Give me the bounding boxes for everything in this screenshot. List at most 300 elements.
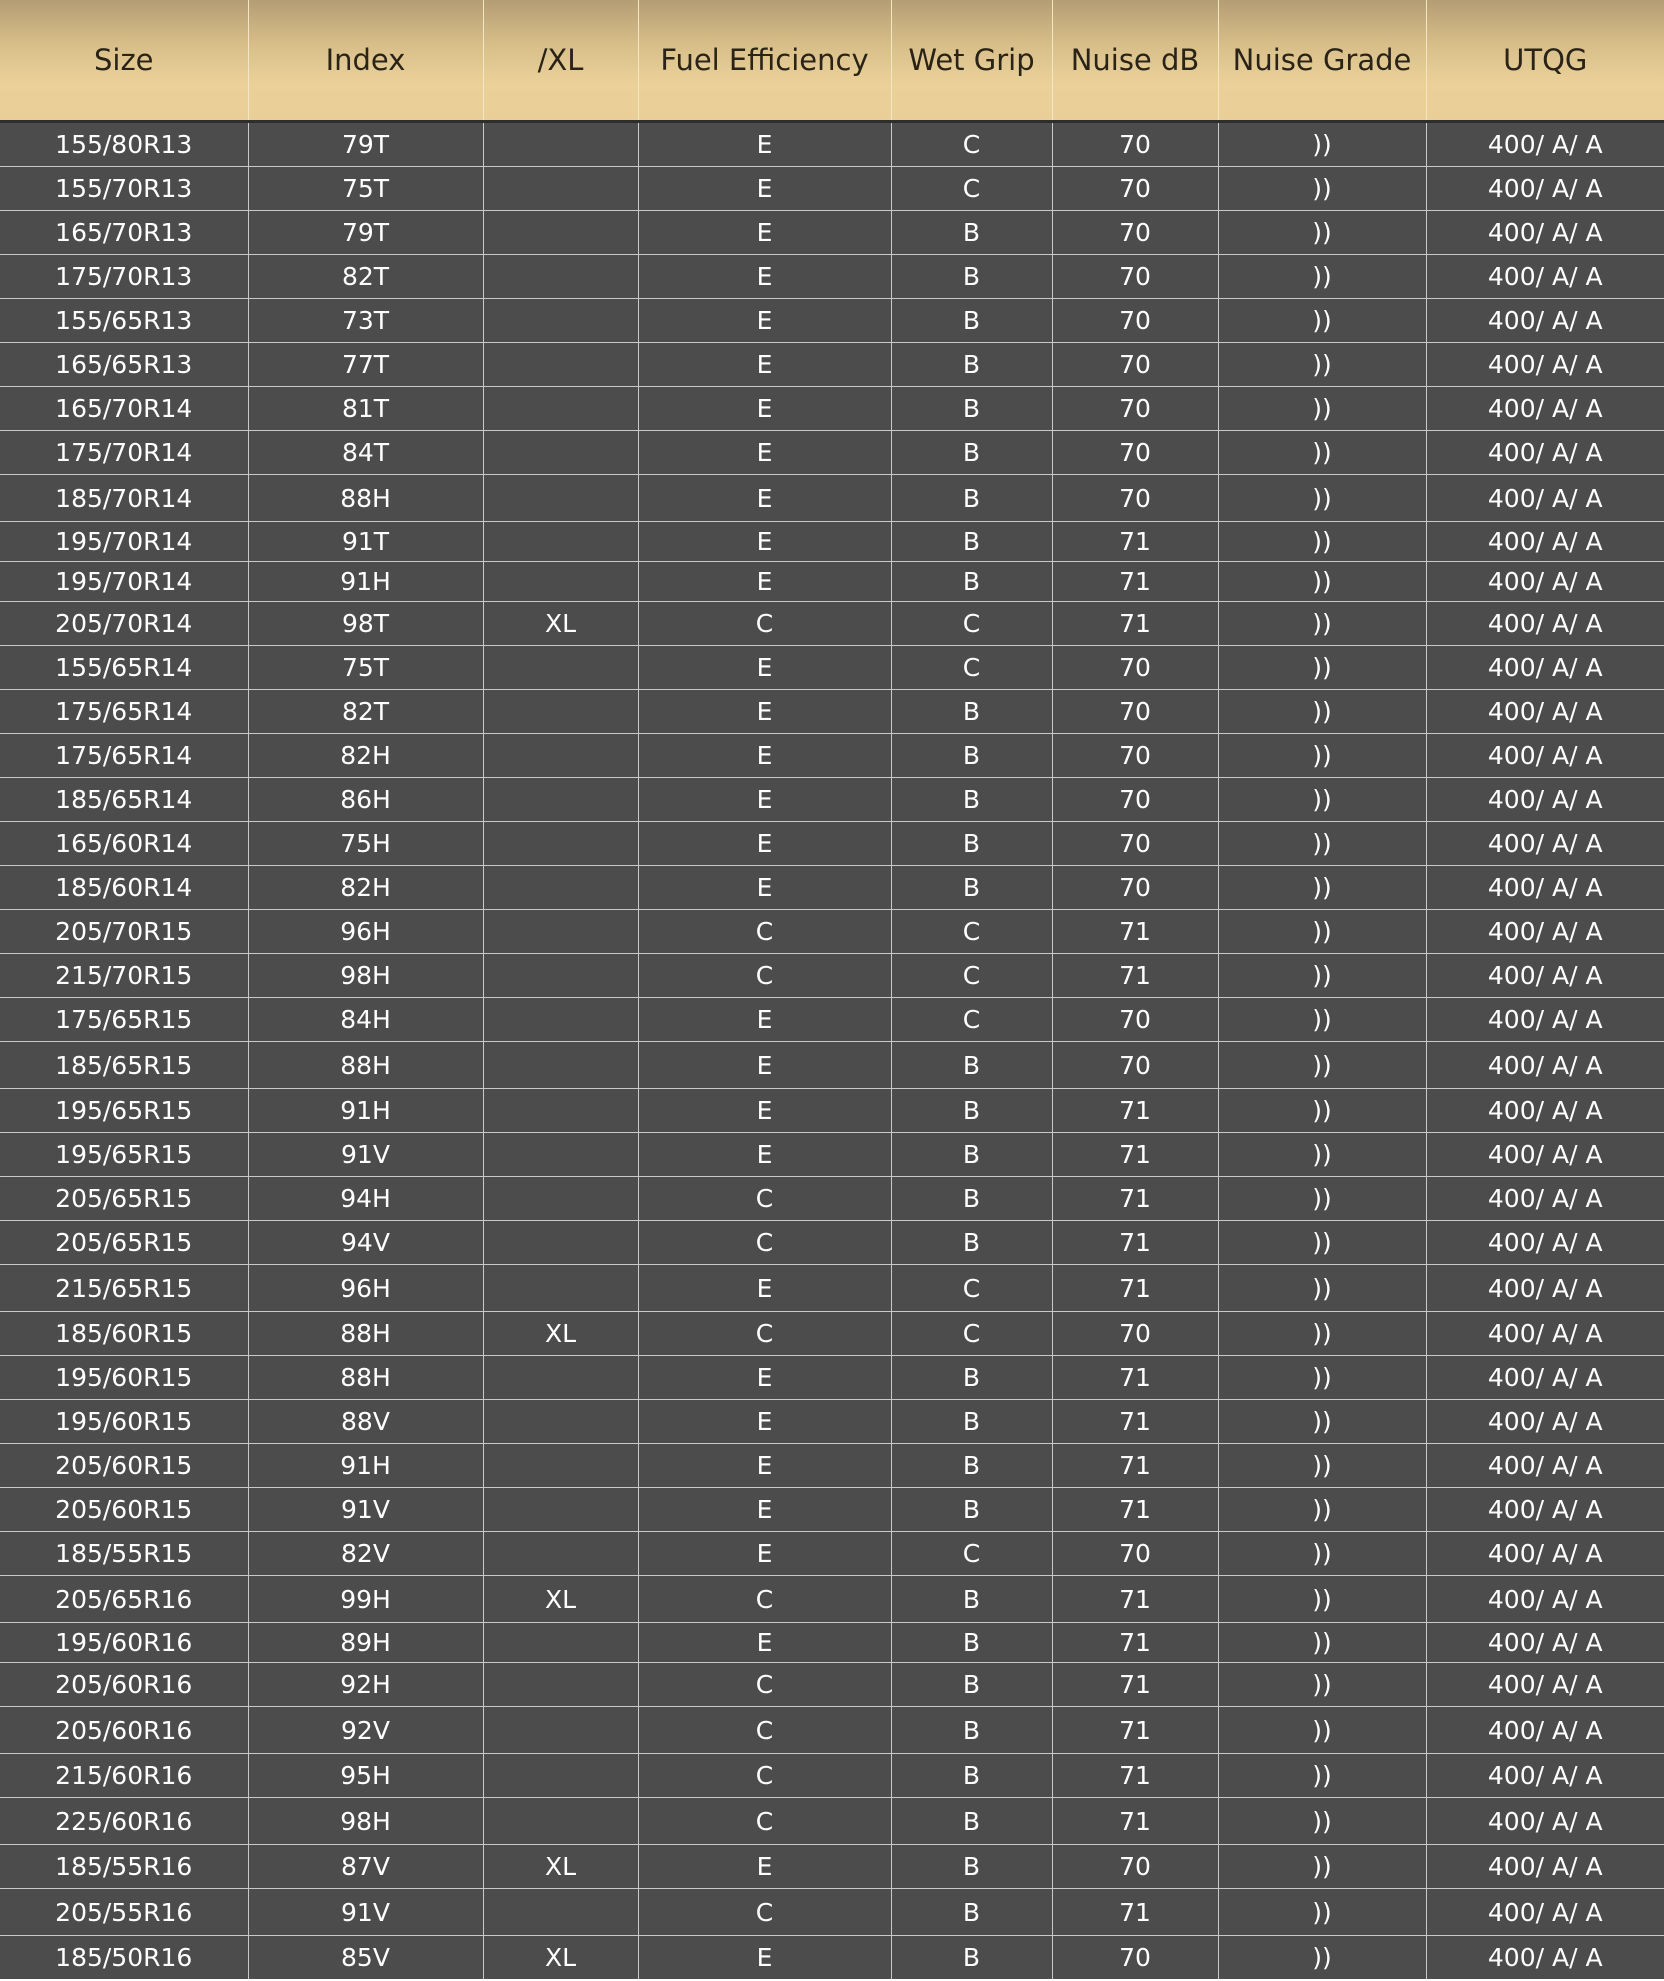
cell-utqg: 400/ A/ A [1426, 387, 1664, 431]
cell-index: 81T [248, 387, 483, 431]
cell-wet-grip: B [891, 1889, 1052, 1936]
cell-xl [483, 910, 638, 954]
table-row [0, 1532, 1664, 1576]
cell-index: 91V [248, 1889, 483, 1936]
cell-utqg: 400/ A/ A [1426, 167, 1664, 211]
cell-noise-db: 71 [1052, 522, 1218, 562]
cell-size: 185/50R16 [0, 1936, 248, 1980]
cell-index: 91V [248, 1133, 483, 1177]
cell-noise-db: 70 [1052, 431, 1218, 475]
cell-wet-grip: B [891, 1177, 1052, 1221]
cell-index: 88H [248, 1042, 483, 1089]
cell-noise-db: 71 [1052, 1133, 1218, 1177]
cell-index: 92V [248, 1707, 483, 1754]
cell-noise-grade: )) [1218, 998, 1426, 1042]
table-row [0, 475, 1664, 522]
cell-utqg: 400/ A/ A [1426, 1754, 1664, 1798]
table-row [0, 954, 1664, 998]
cell-utqg: 400/ A/ A [1426, 1936, 1664, 1980]
cell-size: 205/60R15 [0, 1488, 248, 1532]
cell-wet-grip: B [891, 431, 1052, 475]
column-header-size: Size [0, 0, 248, 122]
cell-fuel-efficiency: E [638, 299, 891, 343]
cell-noise-db: 70 [1052, 1042, 1218, 1089]
cell-size: 195/65R15 [0, 1089, 248, 1133]
cell-fuel-efficiency: E [638, 1400, 891, 1444]
column-header-noise-db: Nuise dB [1052, 0, 1218, 122]
cell-index: 75T [248, 167, 483, 211]
cell-xl [483, 1177, 638, 1221]
cell-index: 77T [248, 343, 483, 387]
table-body [0, 122, 1664, 1980]
cell-size: 205/60R16 [0, 1663, 248, 1707]
cell-utqg: 400/ A/ A [1426, 1798, 1664, 1845]
cell-index: 88H [248, 1312, 483, 1356]
cell-utqg: 400/ A/ A [1426, 522, 1664, 562]
cell-wet-grip: B [891, 1798, 1052, 1845]
cell-wet-grip: B [891, 1936, 1052, 1980]
cell-fuel-efficiency: E [638, 822, 891, 866]
cell-index: 91H [248, 562, 483, 602]
column-header-noise-grade: Nuise Grade [1218, 0, 1426, 122]
cell-noise-grade: )) [1218, 122, 1426, 167]
cell-wet-grip: B [891, 778, 1052, 822]
cell-noise-grade: )) [1218, 343, 1426, 387]
cell-fuel-efficiency: E [638, 431, 891, 475]
column-header-utqg: UTQG [1426, 0, 1664, 122]
cell-size: 205/60R15 [0, 1444, 248, 1488]
cell-index: 82T [248, 255, 483, 299]
cell-utqg: 400/ A/ A [1426, 866, 1664, 910]
cell-index: 84H [248, 998, 483, 1042]
cell-size: 195/65R15 [0, 1133, 248, 1177]
cell-xl [483, 1889, 638, 1936]
table-row [0, 1488, 1664, 1532]
table-row [0, 1576, 1664, 1623]
cell-size: 195/70R14 [0, 522, 248, 562]
table-row [0, 690, 1664, 734]
table-row [0, 1707, 1664, 1754]
cell-index: 84T [248, 431, 483, 475]
cell-noise-grade: )) [1218, 1177, 1426, 1221]
cell-wet-grip: B [891, 1089, 1052, 1133]
cell-xl [483, 522, 638, 562]
cell-index: 85V [248, 1936, 483, 1980]
cell-fuel-efficiency: C [638, 1576, 891, 1623]
table-row [0, 866, 1664, 910]
cell-fuel-efficiency: E [638, 343, 891, 387]
cell-index: 79T [248, 122, 483, 167]
cell-utqg: 400/ A/ A [1426, 255, 1664, 299]
cell-fuel-efficiency: E [638, 1623, 891, 1663]
cell-index: 91H [248, 1444, 483, 1488]
cell-wet-grip: C [891, 998, 1052, 1042]
cell-noise-db: 70 [1052, 646, 1218, 690]
table-row [0, 1798, 1664, 1845]
cell-noise-grade: )) [1218, 1265, 1426, 1312]
cell-index: 98H [248, 954, 483, 998]
cell-xl [483, 954, 638, 998]
cell-index: 94V [248, 1221, 483, 1265]
cell-noise-grade: )) [1218, 1042, 1426, 1089]
cell-xl [483, 690, 638, 734]
cell-index: 96H [248, 910, 483, 954]
cell-noise-db: 71 [1052, 562, 1218, 602]
cell-fuel-efficiency: C [638, 1754, 891, 1798]
cell-noise-db: 71 [1052, 1488, 1218, 1532]
cell-utqg: 400/ A/ A [1426, 954, 1664, 998]
cell-wet-grip: C [891, 1532, 1052, 1576]
cell-fuel-efficiency: E [638, 1532, 891, 1576]
table-row [0, 1845, 1664, 1889]
cell-wet-grip: B [891, 1400, 1052, 1444]
cell-noise-grade: )) [1218, 1488, 1426, 1532]
table-row [0, 1042, 1664, 1089]
cell-noise-db: 70 [1052, 122, 1218, 167]
cell-noise-grade: )) [1218, 1845, 1426, 1889]
cell-size: 215/65R15 [0, 1265, 248, 1312]
table-row [0, 1623, 1664, 1663]
cell-noise-grade: )) [1218, 1798, 1426, 1845]
cell-index: 75T [248, 646, 483, 690]
cell-wet-grip: C [891, 954, 1052, 998]
cell-size: 225/60R16 [0, 1798, 248, 1845]
cell-noise-grade: )) [1218, 1312, 1426, 1356]
cell-noise-grade: )) [1218, 1889, 1426, 1936]
cell-xl [483, 431, 638, 475]
table-row [0, 1400, 1664, 1444]
cell-noise-db: 71 [1052, 1576, 1218, 1623]
cell-index: 98H [248, 1798, 483, 1845]
cell-index: 75H [248, 822, 483, 866]
cell-utqg: 400/ A/ A [1426, 998, 1664, 1042]
cell-wet-grip: B [891, 522, 1052, 562]
column-header-index: Index [248, 0, 483, 122]
cell-wet-grip: B [891, 1623, 1052, 1663]
cell-size: 155/80R13 [0, 122, 248, 167]
cell-fuel-efficiency: E [638, 1488, 891, 1532]
cell-noise-db: 71 [1052, 1663, 1218, 1707]
cell-utqg: 400/ A/ A [1426, 1444, 1664, 1488]
cell-fuel-efficiency: E [638, 211, 891, 255]
cell-wet-grip: B [891, 1488, 1052, 1532]
cell-index: 91H [248, 1089, 483, 1133]
table-row [0, 910, 1664, 954]
cell-index: 91T [248, 522, 483, 562]
cell-utqg: 400/ A/ A [1426, 1356, 1664, 1400]
cell-wet-grip: B [891, 1133, 1052, 1177]
cell-wet-grip: B [891, 1042, 1052, 1089]
table-row [0, 1663, 1664, 1707]
cell-utqg: 400/ A/ A [1426, 1889, 1664, 1936]
cell-fuel-efficiency: E [638, 1265, 891, 1312]
cell-xl [483, 562, 638, 602]
cell-noise-db: 71 [1052, 1798, 1218, 1845]
cell-index: 88H [248, 1356, 483, 1400]
cell-index: 79T [248, 211, 483, 255]
cell-wet-grip: B [891, 211, 1052, 255]
cell-utqg: 400/ A/ A [1426, 1221, 1664, 1265]
cell-xl [483, 167, 638, 211]
cell-noise-db: 70 [1052, 255, 1218, 299]
cell-xl [483, 299, 638, 343]
cell-noise-grade: )) [1218, 1707, 1426, 1754]
cell-index: 73T [248, 299, 483, 343]
cell-noise-db: 70 [1052, 1312, 1218, 1356]
cell-noise-grade: )) [1218, 1221, 1426, 1265]
table-row [0, 1177, 1664, 1221]
table-row [0, 1089, 1664, 1133]
cell-noise-db: 70 [1052, 690, 1218, 734]
cell-utqg: 400/ A/ A [1426, 122, 1664, 167]
table-row [0, 646, 1664, 690]
column-header-fuel-efficiency: Fuel Efficiency [638, 0, 891, 122]
cell-xl [483, 646, 638, 690]
cell-noise-db: 70 [1052, 822, 1218, 866]
cell-noise-grade: )) [1218, 1400, 1426, 1444]
cell-size: 155/65R13 [0, 299, 248, 343]
cell-fuel-efficiency: C [638, 954, 891, 998]
cell-noise-db: 71 [1052, 1265, 1218, 1312]
cell-wet-grip: B [891, 822, 1052, 866]
cell-xl [483, 1488, 638, 1532]
cell-fuel-efficiency: E [638, 734, 891, 778]
cell-xl: XL [483, 1576, 638, 1623]
cell-fuel-efficiency: E [638, 1133, 891, 1177]
cell-size: 205/65R15 [0, 1177, 248, 1221]
cell-wet-grip: B [891, 1707, 1052, 1754]
cell-xl: XL [483, 1936, 638, 1980]
cell-xl [483, 255, 638, 299]
cell-utqg: 400/ A/ A [1426, 1177, 1664, 1221]
cell-wet-grip: C [891, 1312, 1052, 1356]
cell-noise-db: 71 [1052, 954, 1218, 998]
cell-fuel-efficiency: E [638, 387, 891, 431]
cell-size: 165/65R13 [0, 343, 248, 387]
cell-fuel-efficiency: E [638, 562, 891, 602]
cell-wet-grip: B [891, 562, 1052, 602]
column-header-wet-grip: Wet Grip [891, 0, 1052, 122]
cell-wet-grip: C [891, 646, 1052, 690]
cell-utqg: 400/ A/ A [1426, 299, 1664, 343]
cell-utqg: 400/ A/ A [1426, 1312, 1664, 1356]
table-row [0, 1133, 1664, 1177]
cell-utqg: 400/ A/ A [1426, 1265, 1664, 1312]
cell-wet-grip: B [891, 1845, 1052, 1889]
cell-xl [483, 1400, 638, 1444]
cell-xl [483, 998, 638, 1042]
cell-xl [483, 1707, 638, 1754]
cell-noise-grade: )) [1218, 1936, 1426, 1980]
cell-wet-grip: C [891, 167, 1052, 211]
cell-size: 205/65R16 [0, 1576, 248, 1623]
cell-noise-db: 70 [1052, 866, 1218, 910]
table-row [0, 167, 1664, 211]
cell-xl [483, 475, 638, 522]
cell-size: 195/70R14 [0, 562, 248, 602]
table-row [0, 343, 1664, 387]
cell-noise-grade: )) [1218, 646, 1426, 690]
cell-size: 195/60R16 [0, 1623, 248, 1663]
cell-xl [483, 1754, 638, 1798]
cell-utqg: 400/ A/ A [1426, 1400, 1664, 1444]
table-row [0, 562, 1664, 602]
cell-size: 195/60R15 [0, 1356, 248, 1400]
cell-wet-grip: B [891, 690, 1052, 734]
table-row [0, 255, 1664, 299]
cell-utqg: 400/ A/ A [1426, 343, 1664, 387]
cell-xl [483, 734, 638, 778]
cell-size: 185/70R14 [0, 475, 248, 522]
cell-noise-grade: )) [1218, 954, 1426, 998]
table-row [0, 1754, 1664, 1798]
cell-noise-db: 71 [1052, 602, 1218, 646]
cell-noise-db: 70 [1052, 1532, 1218, 1576]
cell-noise-grade: )) [1218, 387, 1426, 431]
cell-noise-grade: )) [1218, 866, 1426, 910]
table-row [0, 1356, 1664, 1400]
cell-xl: XL [483, 602, 638, 646]
cell-xl [483, 211, 638, 255]
cell-noise-grade: )) [1218, 1663, 1426, 1707]
cell-index: 82V [248, 1532, 483, 1576]
cell-fuel-efficiency: C [638, 910, 891, 954]
cell-utqg: 400/ A/ A [1426, 562, 1664, 602]
cell-noise-db: 70 [1052, 387, 1218, 431]
cell-noise-db: 71 [1052, 1623, 1218, 1663]
cell-utqg: 400/ A/ A [1426, 646, 1664, 690]
cell-noise-grade: )) [1218, 299, 1426, 343]
cell-index: 88H [248, 475, 483, 522]
cell-noise-grade: )) [1218, 1444, 1426, 1488]
cell-noise-grade: )) [1218, 690, 1426, 734]
cell-size: 195/60R15 [0, 1400, 248, 1444]
cell-noise-db: 70 [1052, 475, 1218, 522]
cell-xl [483, 1623, 638, 1663]
cell-utqg: 400/ A/ A [1426, 1133, 1664, 1177]
cell-noise-grade: )) [1218, 211, 1426, 255]
cell-utqg: 400/ A/ A [1426, 734, 1664, 778]
cell-index: 89H [248, 1623, 483, 1663]
table-row [0, 1312, 1664, 1356]
cell-fuel-efficiency: E [638, 998, 891, 1042]
cell-size: 155/65R14 [0, 646, 248, 690]
cell-utqg: 400/ A/ A [1426, 778, 1664, 822]
column-header-xl: /XL [483, 0, 638, 122]
cell-size: 165/70R14 [0, 387, 248, 431]
cell-index: 91V [248, 1488, 483, 1532]
table-row [0, 778, 1664, 822]
cell-wet-grip: B [891, 387, 1052, 431]
cell-fuel-efficiency: E [638, 1089, 891, 1133]
cell-index: 82H [248, 866, 483, 910]
cell-fuel-efficiency: C [638, 1221, 891, 1265]
table-row [0, 211, 1664, 255]
cell-xl [483, 866, 638, 910]
cell-xl [483, 1133, 638, 1177]
cell-noise-grade: )) [1218, 1133, 1426, 1177]
header-row [0, 0, 1664, 122]
cell-index: 95H [248, 1754, 483, 1798]
cell-utqg: 400/ A/ A [1426, 602, 1664, 646]
cell-utqg: 400/ A/ A [1426, 1707, 1664, 1754]
cell-fuel-efficiency: E [638, 522, 891, 562]
cell-noise-grade: )) [1218, 734, 1426, 778]
cell-size: 215/70R15 [0, 954, 248, 998]
cell-index: 94H [248, 1177, 483, 1221]
cell-noise-db: 71 [1052, 1089, 1218, 1133]
cell-size: 185/60R15 [0, 1312, 248, 1356]
table-row [0, 602, 1664, 646]
cell-xl: XL [483, 1845, 638, 1889]
cell-xl [483, 1798, 638, 1845]
cell-utqg: 400/ A/ A [1426, 1845, 1664, 1889]
table-row [0, 822, 1664, 866]
cell-fuel-efficiency: E [638, 1444, 891, 1488]
cell-fuel-efficiency: E [638, 1042, 891, 1089]
cell-utqg: 400/ A/ A [1426, 1663, 1664, 1707]
cell-noise-db: 70 [1052, 167, 1218, 211]
cell-xl [483, 1042, 638, 1089]
cell-noise-grade: )) [1218, 562, 1426, 602]
cell-index: 82T [248, 690, 483, 734]
cell-noise-db: 70 [1052, 343, 1218, 387]
cell-noise-grade: )) [1218, 255, 1426, 299]
table-row [0, 431, 1664, 475]
cell-fuel-efficiency: E [638, 690, 891, 734]
cell-noise-db: 70 [1052, 778, 1218, 822]
cell-wet-grip: B [891, 1754, 1052, 1798]
cell-noise-db: 70 [1052, 299, 1218, 343]
cell-noise-db: 71 [1052, 1177, 1218, 1221]
cell-size: 175/65R14 [0, 734, 248, 778]
cell-index: 86H [248, 778, 483, 822]
cell-wet-grip: B [891, 1356, 1052, 1400]
cell-fuel-efficiency: E [638, 866, 891, 910]
table-row [0, 1221, 1664, 1265]
cell-fuel-efficiency: E [638, 255, 891, 299]
cell-xl: XL [483, 1312, 638, 1356]
cell-noise-grade: )) [1218, 431, 1426, 475]
cell-utqg: 400/ A/ A [1426, 1532, 1664, 1576]
cell-wet-grip: B [891, 343, 1052, 387]
cell-xl [483, 1444, 638, 1488]
cell-wet-grip: B [891, 734, 1052, 778]
cell-xl [483, 1265, 638, 1312]
cell-xl [483, 343, 638, 387]
cell-xl [483, 1089, 638, 1133]
cell-size: 175/70R13 [0, 255, 248, 299]
cell-fuel-efficiency: C [638, 1707, 891, 1754]
cell-fuel-efficiency: C [638, 602, 891, 646]
cell-xl [483, 1221, 638, 1265]
cell-noise-grade: )) [1218, 1356, 1426, 1400]
cell-size: 175/65R14 [0, 690, 248, 734]
cell-utqg: 400/ A/ A [1426, 475, 1664, 522]
cell-noise-db: 71 [1052, 910, 1218, 954]
cell-noise-db: 70 [1052, 1845, 1218, 1889]
cell-fuel-efficiency: E [638, 646, 891, 690]
cell-xl [483, 822, 638, 866]
cell-noise-db: 70 [1052, 211, 1218, 255]
table-row [0, 1889, 1664, 1936]
cell-xl [483, 1356, 638, 1400]
table-row [0, 1936, 1664, 1980]
cell-wet-grip: B [891, 255, 1052, 299]
table-row [0, 522, 1664, 562]
cell-fuel-efficiency: E [638, 778, 891, 822]
cell-utqg: 400/ A/ A [1426, 431, 1664, 475]
